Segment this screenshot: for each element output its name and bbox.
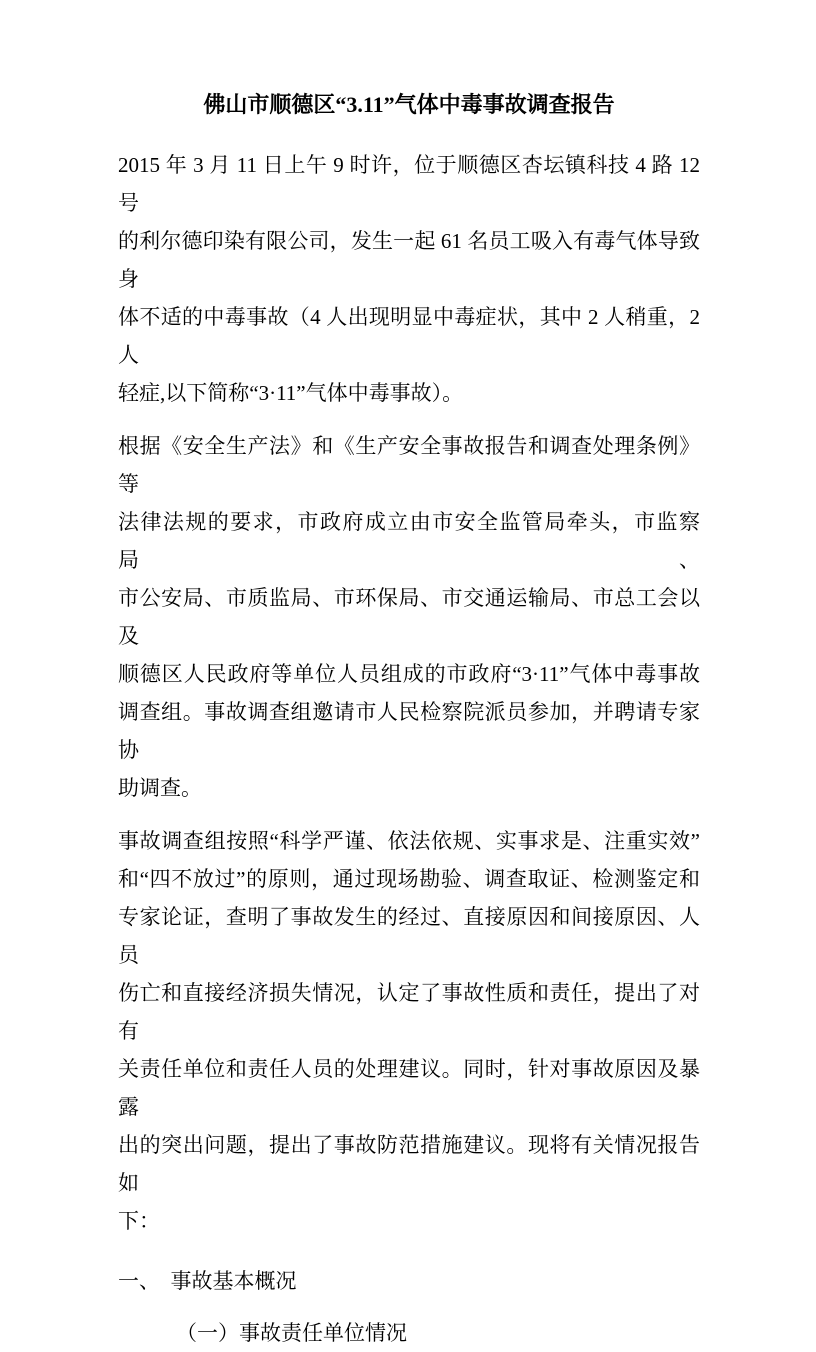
paragraph xyxy=(118,822,700,1240)
paragraph-line: 关责任单位和责任人员的处理建议。同时，针对事故原因及暴露 xyxy=(118,1057,700,1119)
document-title: 佛山市顺德区“3.11”气体中毒事故调查报告 xyxy=(203,92,615,117)
paragraph-line: 调查组。事故调查组邀请市人民检察院派员参加，并聘请专家协 xyxy=(118,700,700,762)
paragraph-line: 的利尔德印染有限公司，发生一起 61 名员工吸入有毒气体导致身 xyxy=(118,229,700,291)
paragraph xyxy=(118,427,700,807)
paragraph-line: 轻症,以下简称“3·11”气体中毒事故）。 xyxy=(118,381,464,405)
paragraph-line: 事故调查组按照“科学严谨、依法依规、实事求是、注重实效” xyxy=(118,829,700,853)
paragraph-line: 助调查。 xyxy=(118,776,202,800)
paragraph-line: 市公安局、市质监局、市环保局、市交通运输局、市总工会以及 xyxy=(118,586,700,648)
paragraph-line: 根据《安全生产法》和《生产安全事故报告和调查处理条例》等 xyxy=(118,434,700,496)
paragraph-line: 专家论证，查明了事故发生的经过、直接原因和间接原因、人员 xyxy=(118,905,700,967)
paragraph-line: 2015 年 3 月 11 日上午 9 时许，位于顺德区杏坛镇科技 4 路 12 号 xyxy=(118,153,700,215)
subsection-heading-responsible-unit: （一）事故责任单位情况 xyxy=(176,1321,407,1345)
paragraph-line: 出的突出问题，提出了事故防范措施建议。现将有关情况报告如 xyxy=(118,1133,700,1195)
section-heading-basic-overview: 一、 事故基本概况 xyxy=(118,1269,297,1293)
paragraph-line: 顺德区人民政府等单位人员组成的市政府“3·11”气体中毒事故 xyxy=(118,662,700,686)
paragraph-line: 下： xyxy=(118,1209,160,1233)
paragraph-line: 和“四不放过”的原则，通过现场勘验、调查取证、检测鉴定和 xyxy=(118,867,700,891)
paragraph-line: 体不适的中毒事故（4 人出现明显中毒症状，其中 2 人稍重，2 人 xyxy=(118,305,700,367)
paragraph xyxy=(118,146,700,412)
paragraph-line: 法律法规的要求，市政府成立由市安全监管局牵头，市监察局、 xyxy=(118,510,700,572)
paragraph-line: 伤亡和直接经济损失情况，认定了事故性质和责任，提出了对有 xyxy=(118,981,700,1043)
